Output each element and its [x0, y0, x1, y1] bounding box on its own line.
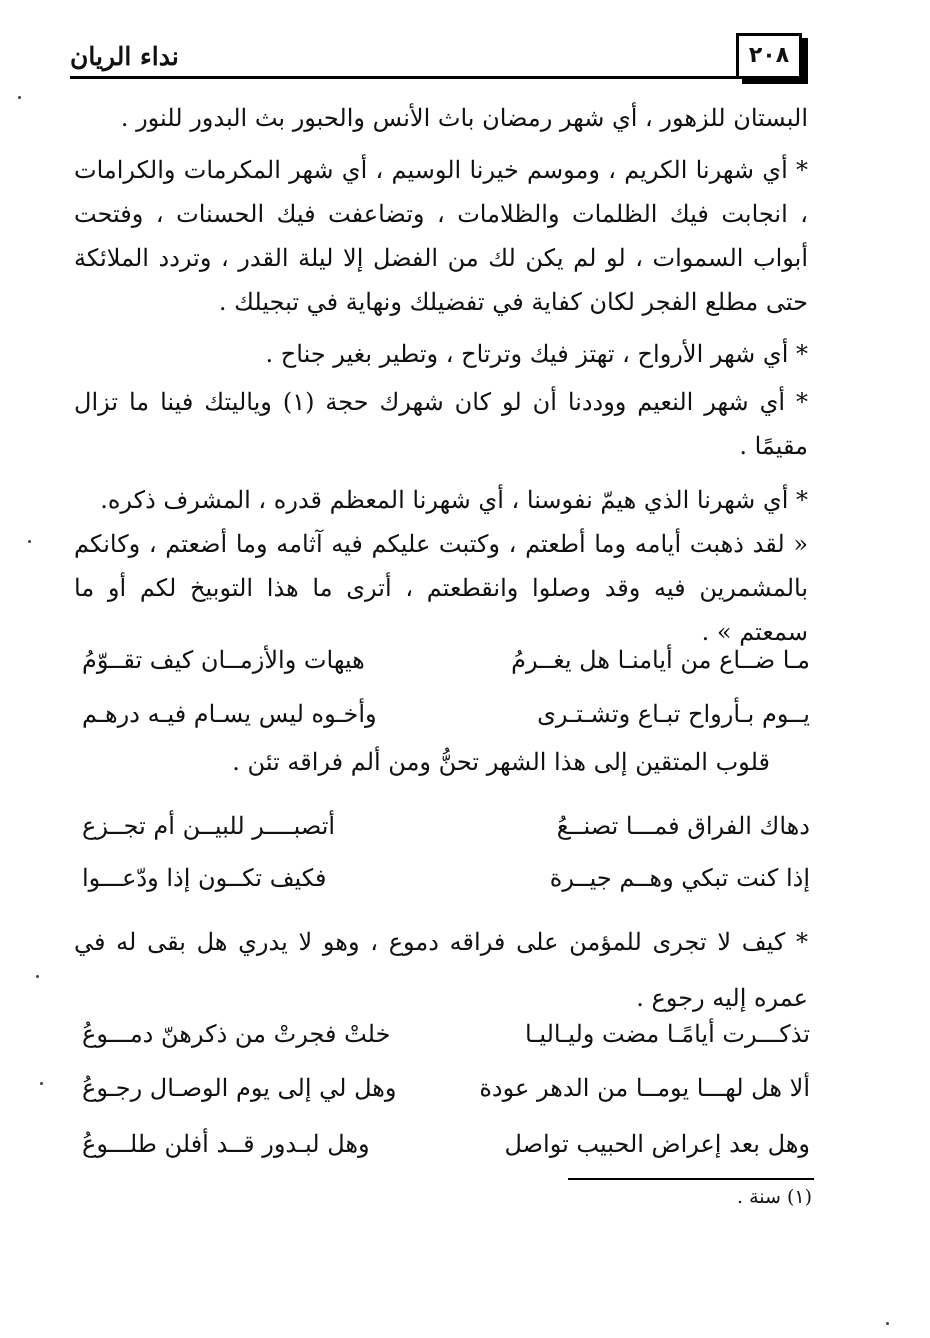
- scan-speck: [40, 1082, 43, 1085]
- paragraph-6: « لقد ذهبت أيامه وما أطعتم ، وكتبت عليكم فيه آثامه وما أضعتم ، وكانكم بالمشمرين فيه وقد وصلوا وانقطعتم ، أترى ما هذا التوبيخ لكم أو ما سمعتم » .: [74, 530, 808, 646]
- poem3-verse2-first: ألا هل لهـــا يومــا من الدهر عودة: [479, 1074, 810, 1102]
- scan-speck: [18, 96, 21, 99]
- footnote-rule: [568, 1178, 814, 1180]
- footnote: (١) سنة .: [736, 1186, 812, 1208]
- paragraph-3: * أي شهر الأرواح ، تهتز فيك وترتاح ، وتطير بغير جناح .: [265, 340, 808, 368]
- poem2-verse1-first: دهاك الفراق فمـــا تصنــعُ: [556, 812, 810, 840]
- text-block-top: [74, 96, 808, 654]
- paragraph-4: * أي شهر النعيم ووددنا أن لو كان شهرك حجة (١) وياليتك فينا ما تزال مقيمًا .: [74, 388, 808, 460]
- paragraph-5: * أي شهرنا الذي هيمّ نفوسنا ، أي شهرنا المعظم قدره ، المشرف ذكره.: [100, 486, 808, 514]
- scan-speck: [28, 540, 31, 543]
- running-header-title: نداء الريان: [70, 42, 179, 71]
- page-number: ٢٠٨: [736, 33, 802, 79]
- scan-speck: [36, 975, 39, 978]
- poem1-verse2-first: يــوم بـأرواح تبـاع وتشـتـرى: [537, 700, 810, 728]
- poem3-verse3-first: وهل بعد إعراض الحبيب تواصل: [504, 1130, 810, 1158]
- poem3-verse1-first: تذكـــرت أيامًـا مضت وليـاليـا: [525, 1020, 810, 1048]
- scan-speck: [886, 1322, 889, 1325]
- poem2-verse2-second: فكيف تكــون إذا ودّعـــوا: [82, 864, 327, 892]
- paragraph-tears: * كيف لا تجرى للمؤمن على فراقه دموع ، وهو لا يدري هل بقى له في عمره إليه رجوع .: [74, 928, 808, 1012]
- poem2-verse1-second: أتصبــــر للبيــن أم تجــزع: [82, 812, 336, 840]
- paragraph-2: * أي شهرنا الكريم ، وموسم خيرنا الوسيم ، أي شهر المكرمات والكرامات ، انجابت فيك الظلمات والظلامات ، وتضاعفت فيك الحسنات ، وفتحت أبواب السموات ، لو لم يكن لك من الفضل إلا ليلة القدر ، وتردد الملائكة حتى مطلع الفجر لكان كفاية في تفضيلك ونهاية في تبجيلك .: [74, 156, 809, 316]
- text-block-tears: [74, 914, 808, 1026]
- poem1-verse1-first: مـا ضــاع من أيامنـا هل يغــرمُ: [511, 646, 810, 674]
- poem1-verse2-second: وأخـوه ليس يسـام فيـه درهـم: [82, 700, 377, 728]
- paragraph-1: البستان للزهور ، أي شهر رمضان باث الأنس والحبور بث البدور للنور .: [120, 104, 808, 132]
- poem3-verse2-second: وهل لي إلى يوم الوصـال رجـوعُ: [82, 1074, 397, 1102]
- poem3-verse1-second: خلتْ فجرتْ من ذكرهنّ دمـــوعُ: [82, 1020, 391, 1048]
- line-hearts: قلوب المتقين إلى هذا الشهر تحنُّ ومن ألم فراقه تئن .: [232, 748, 770, 776]
- poem1-verse1-second: هيهات والأزمــان كيف تقــوّمُ: [82, 646, 365, 674]
- poem2-verse2-first: إذا كنت تبكي وهــم جيــرة: [549, 864, 810, 892]
- poem3-verse3-second: وهل لبـدور قــد أفلن طلـــوعُ: [82, 1130, 370, 1158]
- header-rule: [70, 76, 738, 79]
